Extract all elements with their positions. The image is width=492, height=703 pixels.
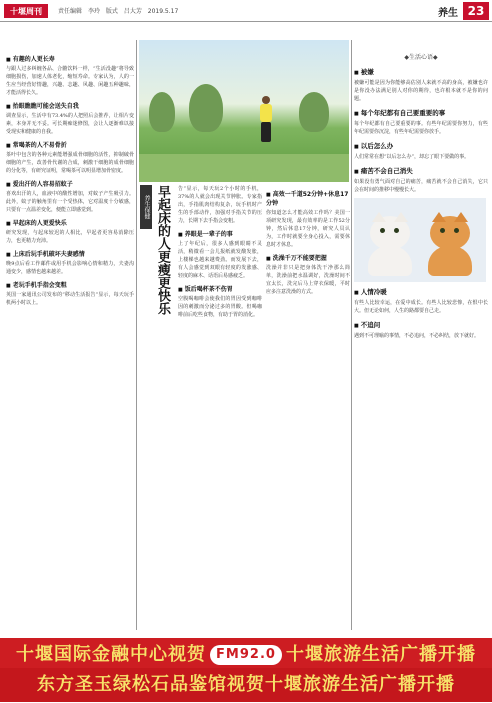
left-item-title: ■ 上床后玩手机破坏夫妻感情 [6, 249, 134, 258]
ad-text-right: 十堰旅游生活广播开播 [285, 644, 476, 665]
editor-label: 责任编辑 [58, 8, 83, 15]
mid-item-title: ■ 养眼是一辈子的事 [178, 229, 262, 238]
left-item-text: 调查显示，生活中有73.4%的人把照后会推荐，让相片变素，本身并无不妥。可长期痴迷修图，会让人逐渐难以接受现实和健康的自我。 [6, 113, 134, 135]
right-item-title: ■ 被嫌 [354, 67, 488, 76]
left-item [6, 140, 134, 175]
mid-item-title: ■ 洗澡千万不能要把握 [266, 253, 350, 262]
left-item [6, 101, 134, 136]
mid-item-text: 上了年纪后，很多人感到眼睛不灵活，稍微看一会儿报纸就发酸发胀，上楼梯也越来越费劲。而发展下去，有人会感觉到双眼有轻度的发涨感、轻度的麻木、话语后易感疲乏。 [178, 241, 262, 279]
ad-banner-1 [0, 638, 492, 672]
design-name: 吕大芳 [123, 8, 142, 15]
middle-columns [178, 185, 350, 635]
mid-item-text: 洗澡并非只是把身体洗干净那么简单，洗澡前把水温调好，洗澡时间不宜太长，洗完后马上穿衣保暖，平时应多注意洗澡的方式。 [266, 265, 350, 295]
mid-item-text: 告”显示，每天玩2个小时的手机，37%的人就会出现关节肿胀。专家指出，手指肌肉结构复杂，玩手机时产生的手部动作，加强对手指关节的压力，长期下去手指会变粗。 [178, 186, 262, 224]
issue-date: 2019.5.17 [147, 8, 179, 15]
right-item-title: ■ 不追问 [354, 320, 488, 329]
grass-path [139, 154, 349, 182]
left-item-title: ■ 有趣的人更长寿 [6, 54, 134, 63]
left-item-title: ■ 爱出汗的人容易招蚊子 [6, 179, 134, 188]
right-item-text: 遇到不可理喻的事情，不必追问，不必纠结，放下就好。 [354, 333, 480, 339]
right-item-title: ■ 以后怎么办 [354, 141, 488, 150]
right-item-text: 如果没有勇气面对自己的痛苦，痛苦就不会自己消失，它只会在时间的推移中慢慢长大。 [354, 179, 488, 193]
column-divider [136, 40, 137, 630]
white-cat [362, 212, 418, 276]
tree-shape [299, 92, 329, 132]
article-tag: 养生保健 [140, 185, 152, 229]
editor-name: 李玲 [87, 8, 100, 15]
ginger-cat [422, 212, 478, 276]
article-title: 早起床的人更瘦更快乐 [155, 185, 170, 315]
tree-shape [189, 84, 223, 132]
mid-item-text: 空腹喝咖啡会使我们的胃因受到咖啡因的刺激而分泌过多的胃酸。但喝咖啡前后吃些食物，有助于胃的消化。 [178, 296, 262, 318]
editor-credits [58, 6, 182, 15]
article-title-block [140, 185, 180, 325]
left-item [6, 54, 134, 97]
left-item [6, 179, 134, 214]
right-column [354, 52, 488, 622]
right-item-title: ■ 痛苦不会自己消失 [354, 166, 488, 175]
left-item [6, 249, 134, 276]
mid-item-title: ■ 高效一千道52分钟+休息17分钟 [266, 189, 350, 207]
page-header [0, 0, 492, 22]
runner-photo [139, 40, 349, 182]
right-item-text: 被嫌可能是因为你能够高估别人来就不高的身高，被嫌也许是你没办法满足别人对你的期待，也许根本就不是你的问题。 [354, 80, 488, 102]
left-item-text: 与跟人过多纠缠各品、合髓饮料一样，“生活没趣”将导致细胞损伤，加速人体老化，缩短寿命。专家认为，人的一生应当经营好情趣，兴趣、志趣、风趣、闲趣五种趣味，才能活得长久。 [6, 66, 134, 96]
right-item-title: ■ 人情冷暖 [354, 287, 488, 296]
right-item-text: 人们常常在想“以后怎么办”，却忘了眼下要做的事。 [354, 154, 470, 160]
section-name: 养生 [438, 8, 458, 19]
left-item-text: 晚9点后看工作邮件或用手机会影响心情和精力，夫妻沟通变少，感情也越来越差。 [6, 261, 134, 275]
right-item-title: ■ 每个年纪都有自己要重要的事 [354, 108, 488, 117]
left-item-title: ■ 常喝茶的人不易骨折 [6, 140, 134, 149]
tree-shape [149, 92, 175, 132]
ad-banner-2 [0, 668, 492, 702]
right-column-header: ◆生活心语◆ [404, 54, 438, 61]
left-item-title: ■ 抬眼瞧瞧可能会送失自我 [6, 101, 134, 110]
mid-item-title: ■ 饭后喝杯茶不伤胃 [178, 284, 262, 293]
ad-text-left: 十堰国际金融中心视贺 [16, 644, 207, 665]
left-item [6, 280, 134, 307]
left-item-text: 茶叶中包含的各种元素能增强成骨细胞的活性，抑制破骨细胞的产生，改善骨代谢的合成，刺激干细胞的成骨细胞的分化等，有研究证明，常喝茶可以明显增加骨密度。 [6, 152, 134, 174]
design-label: 版式 [105, 8, 118, 15]
left-item-text: 喜欢出汗的人，血液中的酸性增加，对蚊子产生吸引力。此外，蚊子的触角里有一个受热体，它对温度十分敏感，只要有一点温差变化，便能立即感觉到。 [6, 191, 134, 213]
left-item-text: 英国一家通讯公司发布的“移动生活报告”显示，每天玩手机两小时以上。 [6, 292, 134, 306]
masthead: 十堰周刊 [4, 4, 48, 18]
left-item-text: 研究发现，与起床较迟的人相比，早起者更容易消除压力，也更精力充沛。 [6, 230, 134, 244]
runner-figure [257, 96, 275, 144]
left-item-title: ■ 老玩手机手指会变粗 [6, 280, 134, 289]
cats-photo [354, 198, 486, 282]
left-item-title: ■ 早起床的人更爱快乐 [6, 218, 134, 227]
middle-column-b [266, 185, 350, 635]
fm-radio-logo: FM92.0 [210, 645, 282, 665]
ad-text: 东方圣玉绿松石品鉴馆视贺十堰旅游生活广播开播 [37, 674, 455, 695]
mid-item-text: 你知道怎么才能高效工作吗？美国一项研究发现，最有效率的是工作52分钟，然后休息17分钟，研究人员认为，工作时就要全身心投入，需要休息时才休息。 [266, 210, 350, 248]
right-item-text: 有些人比较幸运，在爱中成长。有些人比较悲惨，在恨中长大。但无论如何，人生的路都要自己走。 [354, 300, 488, 314]
right-item-text: 每个年纪都有自己要重要的事。有些年纪需要你努力，有些年纪需要你沉淀，有些年纪需要你放手。 [354, 121, 488, 135]
middle-column-a [178, 185, 262, 635]
page-number: 23 [463, 2, 489, 20]
left-column [6, 50, 134, 630]
column-divider [351, 40, 352, 630]
left-item [6, 218, 134, 245]
